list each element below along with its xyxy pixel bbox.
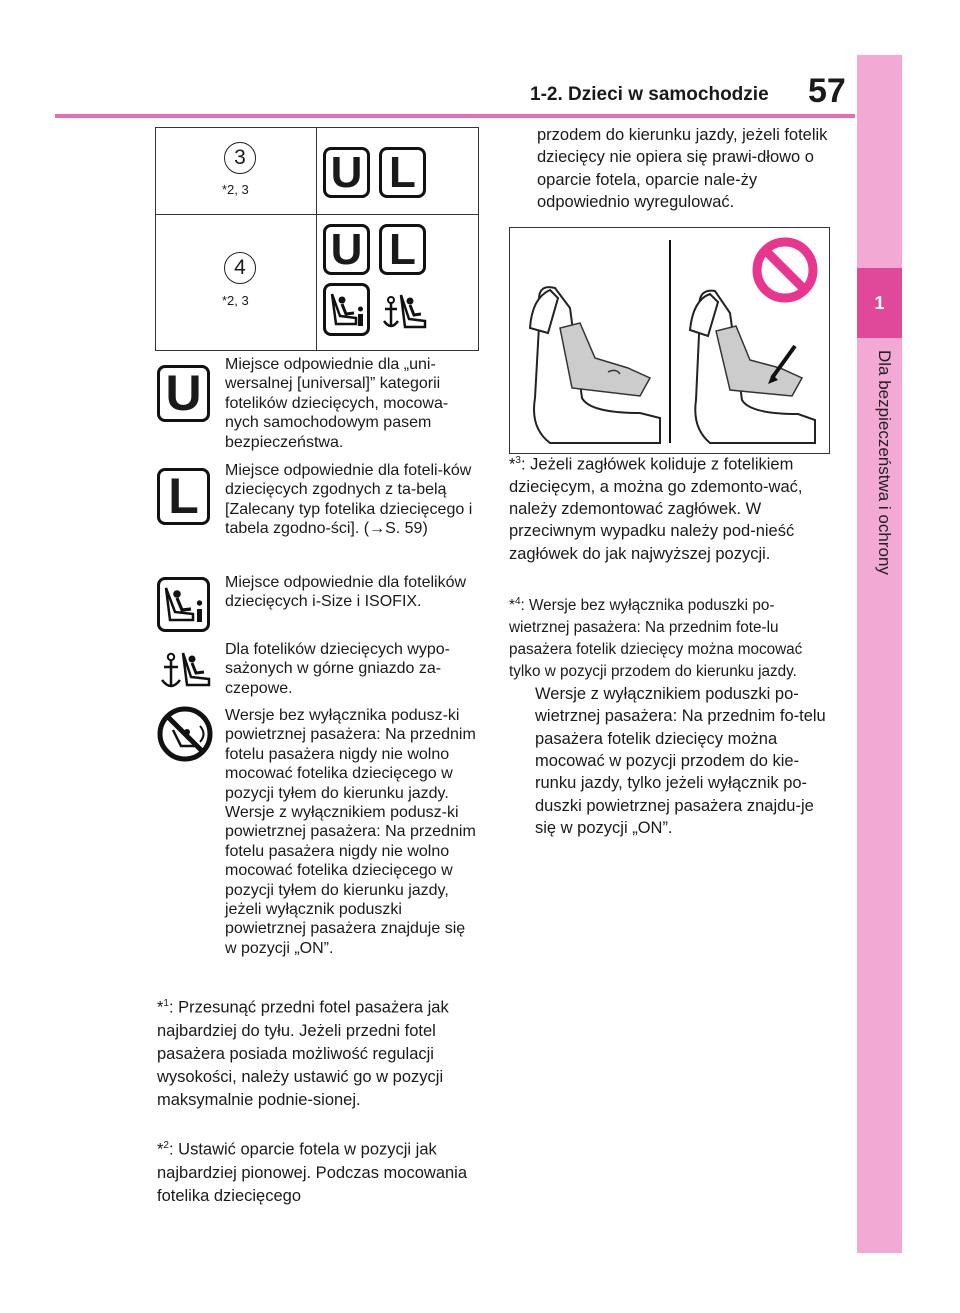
l-badge-icon: L bbox=[379, 147, 426, 198]
legend-text-isize: Miejsce odpowiednie dla fotelików dziecięcych i-Size i ISOFIX. bbox=[225, 574, 467, 611]
u-badge-icon: U bbox=[323, 224, 370, 275]
top-tether-icon bbox=[157, 645, 214, 693]
footnote-3 bbox=[509, 450, 839, 565]
top-tether-icon bbox=[379, 283, 431, 336]
legend-text-no-switch: Wersje bez wyłącznika podusz-ki powietrznej pasażera: Na przednim fotelu pasażera nigdy nie wolno mocować fotelika dziecięcego w pozycji tyłem do kierunku jazdy. bbox=[225, 707, 476, 802]
side-tab-label: Dla bezpieczeństwa i ochrony bbox=[875, 350, 894, 575]
legend-text-table: Miejsce odpowiednie dla foteli-ków dziecięcych zgodnych z ta-belą [Zalecany typ fotelika dziecięcego i tabela zgodno-ści]. (→S. 59) bbox=[225, 462, 473, 538]
u-badge-icon: U bbox=[157, 365, 210, 422]
legend-text-tether: Dla fotelików dziecięcych wypo-sażonych w górne gniazdo za-czepowe. bbox=[225, 641, 450, 697]
side-tab-bar bbox=[857, 55, 902, 1253]
legend-text-with-switch: Wersje z wyłącznikiem podusz-ki powietrznej pasażera: Na przednim fotelu pasażera nigdy nie wolno mocować fotelika dziecięcego w pozycji tyłem do kierunku jazdy, jeżeli wyłącznik poduszki powietrznej pasażera znajduje się w pozycji „ON”. bbox=[225, 804, 476, 957]
section-title: 1-2. Dzieci w samochodzie bbox=[530, 84, 769, 105]
position-note: *2, 3 bbox=[222, 293, 249, 308]
footnote-text: : Jeżeli zagłówek koliduje z fotelikiem dziecięcym, a można go zdemonto-wać, należy zdemontować zagłówek. W przeciwnym wypadku należy pod-nieść zagłówek do jak najwyższej pozycji. bbox=[509, 455, 803, 563]
footnote-2 bbox=[157, 1134, 482, 1208]
footnote-text: : Ustawić oparcie fotela w pozycji jak najbardziej pionowej. Podczas mocowania fotelika dziecięcego bbox=[157, 1140, 468, 1205]
seat-position-table bbox=[155, 127, 479, 351]
footnote-number: 3 bbox=[515, 455, 521, 466]
seat-headrest-illustration bbox=[509, 227, 830, 454]
footnote-text: : Wersje bez wyłącznika poduszki po-wietrznej pasażera: Na przednim fote-lu pasażera fotelik dziecięcy można mocować tylko w pozycji przodem do kierunku jazdy. bbox=[509, 597, 803, 681]
footnote-mark: * bbox=[157, 1140, 164, 1159]
legend-text-universal: Miejsce odpowiednie dla „uni-wersalnej [universal]” kategorii fotelików dziecięcych, mocowa-nych samochodowym pasem bezpieczeństwa. bbox=[225, 356, 449, 451]
header-rule bbox=[55, 114, 855, 118]
footnote-text: : Przesunąć przedni fotel pasażera jak najbardziej do tyłu. Jeżeli przedni fotel pasażera posiada możliwość regulacji wysokości, należy ustawić go w pozycji maksymalnie podnie-sionej. bbox=[157, 998, 449, 1109]
footnote-number: 2 bbox=[163, 1140, 169, 1151]
l-badge-icon: L bbox=[379, 224, 426, 275]
footnote-number: 1 bbox=[163, 998, 169, 1009]
side-tab-number: 1 bbox=[857, 268, 902, 338]
footnote-1 bbox=[157, 992, 482, 1112]
footnote-mark: * bbox=[157, 998, 164, 1017]
footnote-mark: * bbox=[509, 455, 516, 474]
position-number-4: 4 bbox=[224, 252, 256, 284]
u-badge-icon: U bbox=[323, 147, 370, 198]
l-badge-icon: L bbox=[157, 468, 210, 525]
footnote-mark: * bbox=[509, 597, 515, 615]
isize-isofix-icon bbox=[157, 577, 210, 632]
page-number: 57 bbox=[808, 72, 846, 110]
legend-text-no-rear-facing bbox=[225, 706, 480, 958]
no-rear-facing-icon bbox=[157, 706, 213, 762]
isize-isofix-icon bbox=[323, 283, 370, 336]
footnote-4 bbox=[509, 591, 831, 839]
continuation-text: przodem do kierunku jazdy, jeżeli fotelik dziecięcy nie opiera się prawi-dłowo o oparcie fotela, oparcie nale-ży odpowiednio wyregulować. bbox=[537, 126, 828, 211]
footnote-4-text2: Wersje z wyłącznikiem poduszki po-wietrznej pasażera: Na przednim fo-telu pasażera fotelik dziecięcy można mocować w pozycji przodem do kie-runku jazdy, tylko jeżeli wyłącznik po-duszki powietrznej pasażera znajdu-je się w pozycji „ON”. bbox=[535, 685, 826, 837]
position-number-3: 3 bbox=[224, 142, 256, 174]
footnote-number: 4 bbox=[514, 596, 521, 607]
position-note: *2, 3 bbox=[222, 182, 249, 197]
